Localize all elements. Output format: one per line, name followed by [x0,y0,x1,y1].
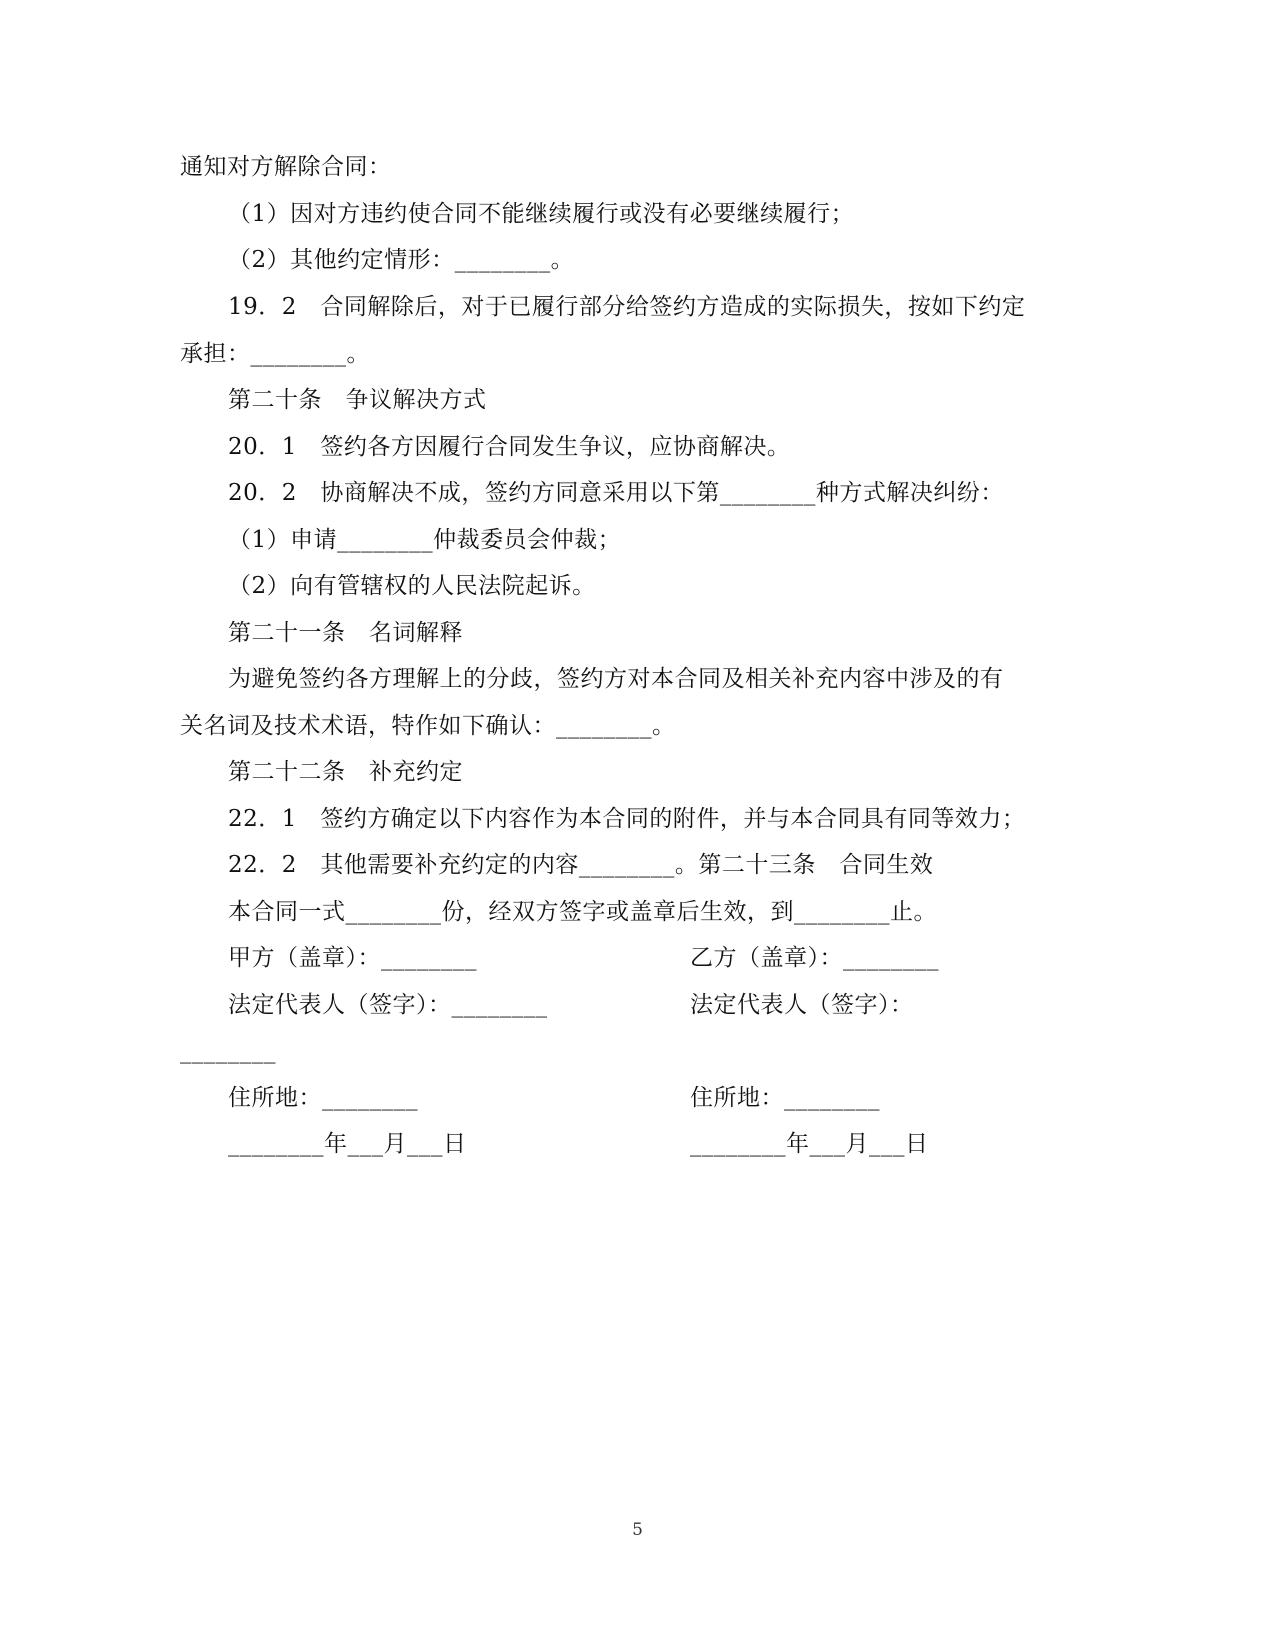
party-b-representative-blank: ________ [180,1038,276,1064]
party-a-address: 住所地：________ [228,1085,418,1111]
text-line: （2）向有管辖权的人民法院起诉。 [228,573,596,599]
section-heading: 第二十条 争议解决方式 [228,387,487,413]
text-line: 关名词及技术术语，特作如下确认：________。 [180,713,676,739]
text-line: 20．2 协商解决不成，签约方同意采用以下第________种方式解决纠纷： [228,480,1004,506]
text-line: 承担：________。 [180,341,370,367]
section-heading: 第二十一条 名词解释 [228,620,463,646]
text-line: 通知对方解除合同： [180,154,392,180]
party-b-address: 住所地：________ [690,1085,880,1111]
party-a-seal: 甲方（盖章）：________ [228,945,477,971]
page-number: 5 [632,1520,643,1540]
text-line: 22．2 其他需要补充约定的内容________。第二十三条 合同生效 [228,852,934,878]
text-line: 19．2 合同解除后，对于已履行部分给签约方造成的实际损失，按如下约定 [228,294,1026,320]
text-line: （2）其他约定情形：________。 [228,247,575,273]
party-a-date: ________年___月___日 [228,1131,467,1157]
text-line: 本合同一式________份，经双方签字或盖章后生效，到________止。 [228,899,937,925]
party-a-representative: 法定代表人（签字）：________ [228,992,548,1018]
text-line: 为避免签约各方理解上的分歧，签约方对本合同及相关补充内容中涉及的有 [228,666,1004,692]
party-b-seal: 乙方（盖章）：________ [690,945,939,971]
text-line: （1）申请________仲裁委员会仲裁； [228,527,622,553]
party-b-date: ________年___月___日 [690,1131,929,1157]
text-line: 20．1 签约各方因履行合同发生争议，应协商解决。 [228,434,791,460]
text-line: （1）因对方违约使合同不能继续履行或没有必要继续履行； [228,201,855,227]
text-line: 22．1 签约方确定以下内容作为本合同的附件，并与本合同具有同等效力； [228,806,1026,832]
section-heading: 第二十二条 补充约定 [228,759,463,785]
party-b-representative: 法定代表人（签字）： [690,992,914,1018]
